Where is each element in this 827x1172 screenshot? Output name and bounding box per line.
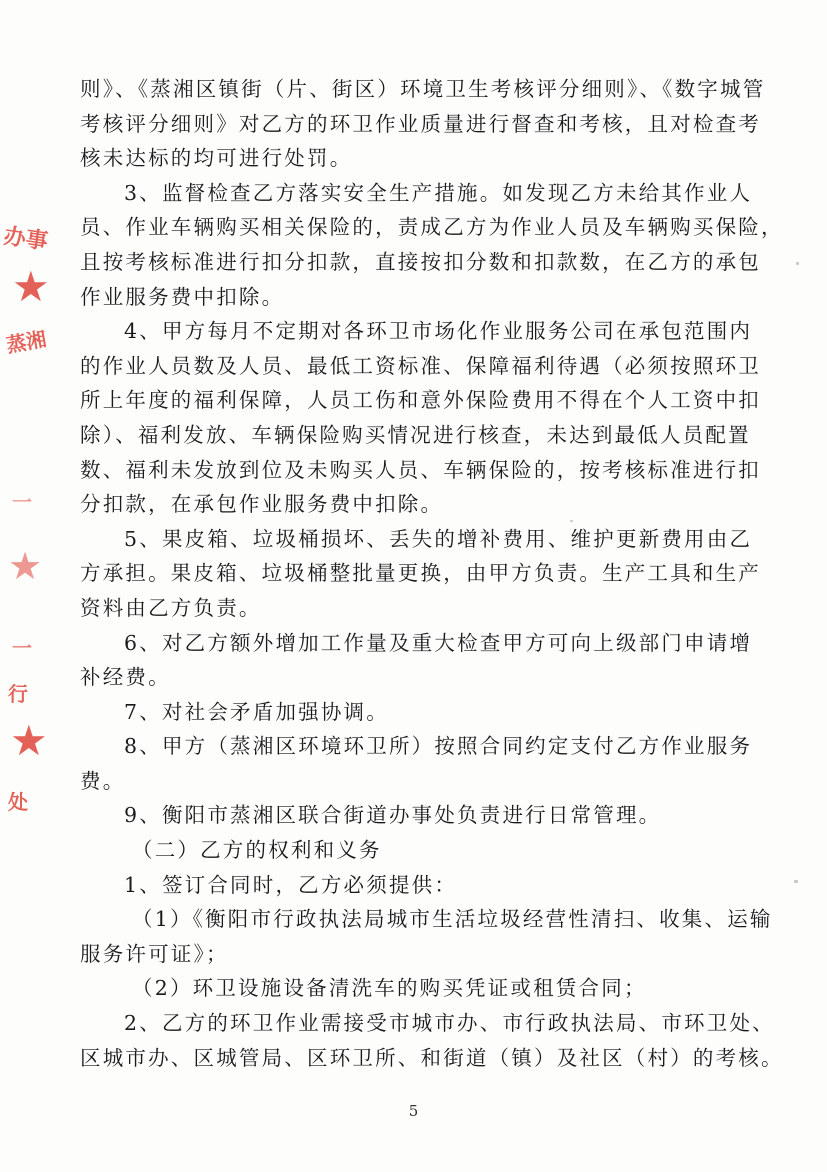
text-line: 的作业人员数及人员、最低工资标准、保障福利待遇（必须按照环卫 [80,353,761,378]
text-line: 8、甲方（蒸湘区环境环卫所）按照合同约定支付乙方作业服务 [124,734,753,759]
text-line: 且按考核标准进行扣分扣款，直接按扣分数和扣款数，在乙方的承包 [80,249,761,274]
seal-stamp [0,200,60,840]
text-line: 2、乙方的环卫作业需接受市城市办、市行政执法局、市环卫处、 [124,1011,775,1036]
text-line: 所上年度的福利保障，人员工伤和意外保险费用不得在个人工资中扣 [80,388,761,413]
page-number: 5 [408,1102,419,1120]
text-line: 9、衡阳市蒸湘区联合街道办事处负责进行日常管理。 [124,803,662,828]
text-line: 考核评分细则》对乙方的环卫作业质量进行督查和考核，且对检查考 [80,111,761,136]
seal-star-icon: ★ [12,262,50,311]
text-line: 3、监督检查乙方落实安全生产措施。如发现乙方未给其作业人 [124,180,753,205]
text-line: 费。 [80,768,126,793]
seal-text: 蒸湘 [4,326,49,358]
text-line: 方承担。果皮箱、垃圾桶整批量更换，由甲方负责。生产工具和生产 [80,561,761,586]
scan-speck [796,262,799,265]
text-line: 资料由乙方负责。 [80,595,262,620]
text-line: 员、作业车辆购买相关保险的，责成乙方为作业人员及车辆购买保险， [80,215,784,240]
text-line: 区城市办、区城管局、区环卫所、和街道（镇）及社区（村）的考核。 [80,1045,784,1070]
text-line: 除）、福利发放、车辆保险购买情况进行核查，未达到最低人员配置 [80,422,751,447]
seal-star-icon: ★ [10,716,48,765]
scan-speck [794,880,798,883]
text-line: （1）《衡阳市行政执法局城市生活垃圾经营性清扫、收集、运输 [132,907,773,932]
text-line: 4、甲方每月不定期对各环卫市场化作业服务公司在承包范围内 [124,319,753,344]
seal-text: 办事 [2,224,50,255]
text-line: 7、对社会矛盾加强协调。 [124,699,389,724]
text-line: 则》、《蒸湘区镇街（片、街区）环境卫生考核评分细则》、《数字城管 [80,77,766,101]
text-line: 服务许可证》； [80,941,229,966]
text-line: 6、对乙方额外增加工作量及重大检查甲方可向上级部门申请增 [124,630,753,655]
text-line: 1、签订合同时，乙方必须提供： [124,872,458,897]
seal-text: 一 [12,490,32,514]
text-line: 数、福利未发放到位及未购买人员、车辆保险的，按考核标准进行扣 [80,457,761,482]
text-line: 分扣款，在承包作业服务费中扣除。 [80,492,444,517]
text-line: 核未达标的均可进行处罚。 [80,146,353,171]
seal-star-icon: ★ [8,544,43,588]
seal-text: 处 [8,790,28,814]
seal-text: 一 [12,636,32,660]
seal-text: 行 [8,682,28,706]
text-line: 5、果皮箱、垃圾桶损坏、丢失的增补费用、维护更新费用由乙 [124,526,753,551]
text-line: 作业服务费中扣除。 [80,284,285,309]
document-body [80,72,784,1075]
text-line: 补经费。 [80,665,171,690]
text-line: （2）环卫设施设备清洗车的购买凭证或租赁合同； [132,976,647,1001]
section-heading: （二）乙方的权利和义务 [132,838,382,863]
